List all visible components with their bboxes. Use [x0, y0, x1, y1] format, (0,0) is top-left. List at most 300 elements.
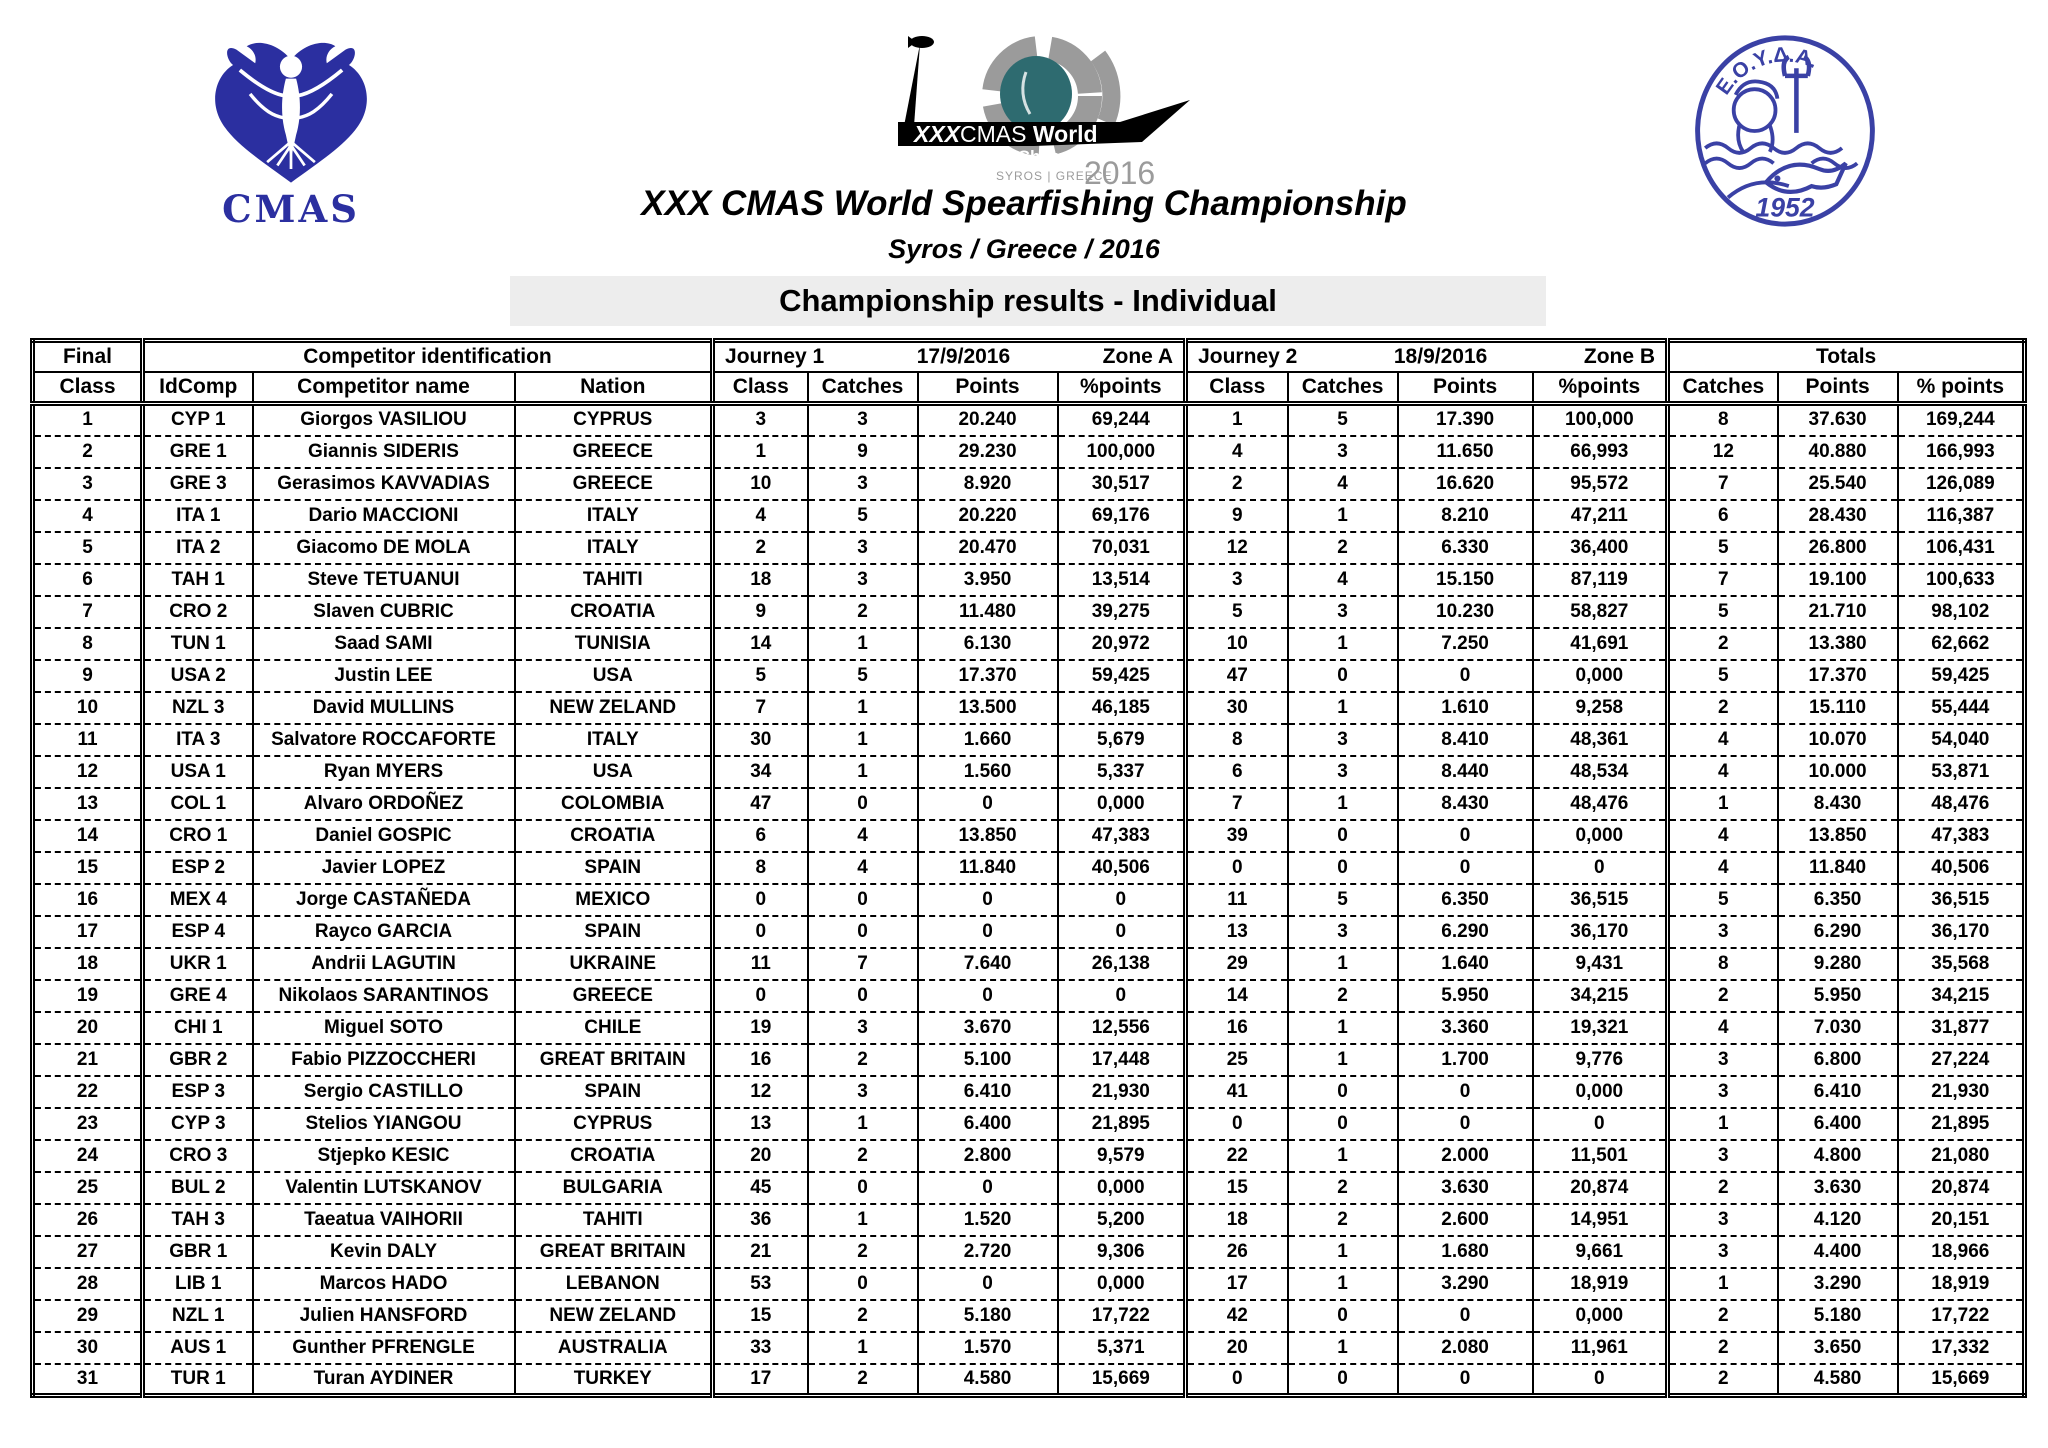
- cell-final_class: 1: [82, 409, 93, 431]
- cell-final_class: 21: [33, 1044, 143, 1076]
- cell-j1_points: 1.520: [918, 1204, 1058, 1236]
- cell-total_pct_points: 20,874: [1898, 1172, 2025, 1204]
- cell-total_pct_points: 18,966: [1898, 1236, 2025, 1268]
- cell-j2_pct_points: 0: [1533, 1364, 1668, 1396]
- cell-total_pct_points: 35,568: [1898, 948, 2025, 980]
- cell-j2_class: 6: [1186, 756, 1288, 788]
- cell-j1_pct_points: 70,031: [1058, 532, 1186, 564]
- cell-total_catches: 3: [1668, 916, 1778, 948]
- cell-total_points: 7.030: [1778, 1012, 1898, 1044]
- cell-total_catches: 7: [1668, 468, 1778, 500]
- col-j1-class: Class: [713, 372, 808, 404]
- cell-j1_points: 5.180: [918, 1300, 1058, 1332]
- cell-j2_class: 30: [1186, 692, 1288, 724]
- cell-nation: GREAT BRITAIN: [515, 1236, 713, 1268]
- cell-j2_pct_points: 19,321: [1533, 1012, 1668, 1044]
- cell-j1_pct_points: 0: [1058, 980, 1186, 1012]
- cell-idcomp: CRO 1: [143, 820, 253, 852]
- cell-j1_points: 13.850: [918, 820, 1058, 852]
- cell-nation: SPAIN: [515, 916, 713, 948]
- cell-total_points: 4.580: [1778, 1364, 1898, 1396]
- cell-total_catches: 2: [1668, 1300, 1778, 1332]
- journey1-zone: Zone A: [1102, 344, 1174, 368]
- cell-final_class: 5: [33, 532, 143, 564]
- cell-j2_class: 9: [1186, 500, 1288, 532]
- cell-j1_points: 6.400: [918, 1108, 1058, 1140]
- journey2-date: 18/9/2016: [1393, 344, 1488, 368]
- cell-j1_points: 1.560: [918, 756, 1058, 788]
- cell-j2_points: 16.620: [1398, 468, 1533, 500]
- group-totals: Totals: [1668, 341, 2025, 372]
- group-final: Final: [33, 341, 143, 372]
- table-row: [33, 1012, 2025, 1044]
- cell-j1_class: 5: [713, 660, 808, 692]
- cell-total_points: 3.650: [1778, 1332, 1898, 1364]
- cell-j1_catches: 4: [808, 852, 918, 884]
- cell-j2_points: 17.390: [1398, 404, 1533, 436]
- logo-cmas-text: CMAS: [960, 121, 1033, 147]
- cell-total_points: 13.380: [1778, 628, 1898, 660]
- cell-total_catches: 2: [1668, 692, 1778, 724]
- cell-j2_points: 1.700: [1398, 1044, 1533, 1076]
- cell-total_pct_points: 21,080: [1898, 1140, 2025, 1172]
- cell-idcomp: MEX 4: [143, 884, 253, 916]
- cell-j2_class: 25: [1186, 1044, 1288, 1076]
- cell-j2_catches: 0: [1288, 1076, 1398, 1108]
- cell-total_points: 9.280: [1778, 948, 1898, 980]
- cell-j1_pct_points: 46,185: [1058, 692, 1186, 724]
- cell-j1_pct_points: 40,506: [1058, 852, 1186, 884]
- cell-competitor_name: Daniel GOSPIC: [253, 820, 515, 852]
- col-j1-catches: Catches: [808, 372, 918, 404]
- cell-idcomp: TUN 1: [143, 628, 253, 660]
- cell-j1_class: 14: [713, 628, 808, 660]
- cell-total_points: 4.120: [1778, 1204, 1898, 1236]
- cell-j1_class: 30: [713, 724, 808, 756]
- cell-total_pct_points: 169,244: [1898, 404, 2025, 436]
- cell-j1_pct_points: 5,337: [1058, 756, 1186, 788]
- cell-total_pct_points: 116,387: [1898, 500, 2025, 532]
- cell-final_class: 20: [33, 1012, 143, 1044]
- cell-total_points: 8.430: [1778, 788, 1898, 820]
- cell-j2_pct_points: 0,000: [1533, 1076, 1668, 1108]
- cell-j1_points: 11.480: [918, 596, 1058, 628]
- table-row: [33, 1076, 2025, 1108]
- cell-total_catches: 4: [1668, 852, 1778, 884]
- cell-j1_catches: 5: [808, 500, 918, 532]
- table-row: [33, 980, 2025, 1012]
- cell-nation: GREECE: [515, 980, 713, 1012]
- cell-j1_pct_points: 17,448: [1058, 1044, 1186, 1076]
- cell-competitor_name: Saad SAMI: [253, 628, 515, 660]
- cell-nation: TAHITI: [515, 1204, 713, 1236]
- cell-total_points: 40.880: [1778, 436, 1898, 468]
- journey1-date: 17/9/2016: [916, 344, 1011, 368]
- table-row: [33, 1332, 2025, 1364]
- cell-j1_class: 2: [713, 532, 808, 564]
- cell-total_catches: 4: [1668, 756, 1778, 788]
- cell-total_catches: 7: [1668, 564, 1778, 596]
- cell-competitor_name: Miguel SOTO: [253, 1012, 515, 1044]
- cell-j1_class: 16: [713, 1044, 808, 1076]
- cell-competitor_name: Stelios YIANGOU: [253, 1108, 515, 1140]
- cell-j2_pct_points: 48,361: [1533, 724, 1668, 756]
- cell-j2_pct_points: 9,258: [1533, 692, 1668, 724]
- cell-j1_catches: 2: [808, 1300, 918, 1332]
- cell-final_class: 23: [33, 1108, 143, 1140]
- col-j2-catches: Catches: [1288, 372, 1398, 404]
- cell-j1_pct_points: 21,930: [1058, 1076, 1186, 1108]
- cell-j2_pct_points: 58,827: [1533, 596, 1668, 628]
- cell-j1_catches: 1: [808, 1332, 918, 1364]
- cell-j2_class: 15: [1186, 1172, 1288, 1204]
- cell-competitor_name: Steve TETUANUI: [253, 564, 515, 596]
- cell-j2_catches: 5: [1288, 884, 1398, 916]
- cell-j1_points: 0: [918, 788, 1058, 820]
- cell-j2_catches: 2: [1288, 980, 1398, 1012]
- cell-competitor_name: Alvaro ORDOÑEZ: [253, 788, 515, 820]
- cell-j2_pct_points: 18,919: [1533, 1268, 1668, 1300]
- cell-j2_points: 2.600: [1398, 1204, 1533, 1236]
- cell-total_catches: 2: [1668, 980, 1778, 1012]
- cell-total_pct_points: 106,431: [1898, 532, 2025, 564]
- cell-final_class: 28: [33, 1268, 143, 1300]
- cell-competitor_name: Marcos HADO: [253, 1268, 515, 1300]
- cell-j1_points: 1.570: [918, 1332, 1058, 1364]
- cell-j1_pct_points: 0: [1058, 884, 1186, 916]
- cell-idcomp: COL 1: [143, 788, 253, 820]
- cell-j1_class: 11: [713, 948, 808, 980]
- cell-j2_class: 5: [1186, 596, 1288, 628]
- cell-j2_class: 4: [1186, 436, 1288, 468]
- cell-nation: UKRAINE: [515, 948, 713, 980]
- cell-j2_points: 1.680: [1398, 1236, 1533, 1268]
- cell-j1_pct_points: 100,000: [1058, 436, 1186, 468]
- cell-j1_pct_points: 20,972: [1058, 628, 1186, 660]
- cell-competitor_name: Salvatore ROCCAFORTE: [253, 724, 515, 756]
- cell-j1_class: 18: [713, 564, 808, 596]
- cell-nation: ITALY: [515, 724, 713, 756]
- cell-total_points: 4.400: [1778, 1236, 1898, 1268]
- cell-idcomp: GRE 4: [143, 980, 253, 1012]
- cell-total_points: 3.290: [1778, 1268, 1898, 1300]
- cell-total_pct_points: 36,170: [1898, 916, 2025, 948]
- cell-j1_catches: 2: [808, 1140, 918, 1172]
- table-row: [33, 788, 2025, 820]
- cell-j2_catches: 1: [1288, 628, 1398, 660]
- cell-idcomp: CRO 2: [143, 596, 253, 628]
- cell-total_catches: 4: [1668, 820, 1778, 852]
- championship-logo-icon: [884, 30, 1198, 186]
- cell-j2_class: 14: [1186, 980, 1288, 1012]
- cell-j2_catches: 4: [1288, 468, 1398, 500]
- cell-total_points: 19.100: [1778, 564, 1898, 596]
- table-row: [33, 948, 2025, 980]
- cell-total_pct_points: 48,476: [1898, 788, 2025, 820]
- table-row: [33, 500, 2025, 532]
- cell-nation: AUSTRALIA: [515, 1332, 713, 1364]
- logo-line2-text: Spearfishing Championship: [910, 147, 1136, 166]
- cell-j2_class: 12: [1186, 532, 1288, 564]
- cell-j2_pct_points: 0,000: [1533, 1300, 1668, 1332]
- cell-j2_class: 42: [1186, 1300, 1288, 1332]
- cell-j2_catches: 3: [1288, 916, 1398, 948]
- cell-j2_pct_points: 14,951: [1533, 1204, 1668, 1236]
- cell-total_pct_points: 18,919: [1898, 1268, 2025, 1300]
- cell-j2_class: 17: [1186, 1268, 1288, 1300]
- cell-idcomp: TAH 3: [143, 1204, 253, 1236]
- cell-total_points: 17.370: [1778, 660, 1898, 692]
- cell-final_class: 31: [33, 1364, 143, 1396]
- cell-j2_class: 20: [1186, 1332, 1288, 1364]
- cell-j2_class: 0: [1186, 1364, 1288, 1396]
- cell-competitor_name: Taeatua VAIHORII: [253, 1204, 515, 1236]
- table-row: [33, 756, 2025, 788]
- cell-final_class: 12: [33, 756, 143, 788]
- cell-j2_catches: 1: [1288, 948, 1398, 980]
- cell-j2_class: 39: [1186, 820, 1288, 852]
- cell-total_catches: 5: [1668, 596, 1778, 628]
- cell-total_catches: 1: [1668, 1268, 1778, 1300]
- cell-final_class: 22: [33, 1076, 143, 1108]
- cell-total_points: 10.070: [1778, 724, 1898, 756]
- cell-j1_pct_points: 69,176: [1058, 500, 1186, 532]
- cell-j1_class: 6: [713, 820, 808, 852]
- cell-total_pct_points: 34,215: [1898, 980, 2025, 1012]
- cell-j1_catches: 7: [808, 948, 918, 980]
- cell-idcomp: BUL 2: [143, 1172, 253, 1204]
- cell-j2_pct_points: 36,170: [1533, 916, 1668, 948]
- results-title: Championship results - Individual: [510, 276, 1546, 326]
- cell-j1_class: 21: [713, 1236, 808, 1268]
- cell-final_class: 11: [33, 724, 143, 756]
- cell-j2_catches: 0: [1288, 1300, 1398, 1332]
- cell-total_catches: 8: [1668, 404, 1778, 436]
- col-competitor-name: Competitor name: [253, 372, 515, 404]
- cell-j1_pct_points: 39,275: [1058, 596, 1186, 628]
- cell-j1_pct_points: 59,425: [1058, 660, 1186, 692]
- cell-j2_points: 6.330: [1398, 532, 1533, 564]
- cell-j1_points: 0: [918, 1172, 1058, 1204]
- cell-idcomp: LIB 1: [143, 1268, 253, 1300]
- cell-j2_catches: 3: [1288, 596, 1398, 628]
- cell-j2_catches: 3: [1288, 724, 1398, 756]
- cell-j1_points: 1.660: [918, 724, 1058, 756]
- cell-j1_points: 20.220: [918, 500, 1058, 532]
- cell-j2_pct_points: 95,572: [1533, 468, 1668, 500]
- cell-total_catches: 4: [1668, 724, 1778, 756]
- cell-j2_points: 15.150: [1398, 564, 1533, 596]
- cell-j2_catches: 1: [1288, 500, 1398, 532]
- cell-final_class: 9: [33, 660, 143, 692]
- cell-j1_class: 0: [713, 884, 808, 916]
- cell-idcomp: CYP 1: [143, 404, 253, 436]
- cell-total_catches: 5: [1668, 884, 1778, 916]
- col-j2-pct-points: %points: [1533, 372, 1668, 404]
- cell-j1_class: 0: [713, 916, 808, 948]
- logo-world-text: World: [1032, 121, 1098, 147]
- cell-j1_catches: 3: [808, 1076, 918, 1108]
- table-row: [33, 1300, 2025, 1332]
- cell-nation: LEBANON: [515, 1268, 713, 1300]
- cell-total_points: 15.110: [1778, 692, 1898, 724]
- cell-j1_pct_points: 5,679: [1058, 724, 1186, 756]
- cell-j2_class: 8: [1186, 724, 1288, 756]
- cell-j2_catches: 0: [1288, 660, 1398, 692]
- cell-total_catches: 8: [1668, 948, 1778, 980]
- cell-total_catches: 1: [1668, 788, 1778, 820]
- cell-j1_pct_points: 47,383: [1058, 820, 1186, 852]
- cell-total_points: 6.290: [1778, 916, 1898, 948]
- cell-j2_points: 6.290: [1398, 916, 1533, 948]
- col-total-pct-points: % points: [1898, 372, 2025, 404]
- cell-competitor_name: Giacomo DE MOLA: [253, 532, 515, 564]
- cell-competitor_name: Stjepko KESIC: [253, 1140, 515, 1172]
- cell-idcomp: ESP 2: [143, 852, 253, 884]
- logo-year-text: 2016: [1084, 155, 1156, 186]
- cell-idcomp: TAH 1: [143, 564, 253, 596]
- cell-j1_catches: 1: [808, 692, 918, 724]
- cell-j1_points: 3.950: [918, 564, 1058, 596]
- cell-j2_points: 5.950: [1398, 980, 1533, 1012]
- cell-idcomp: ITA 3: [143, 724, 253, 756]
- group-competitor-identification: Competitor identification: [143, 341, 713, 372]
- cell-j1_pct_points: 12,556: [1058, 1012, 1186, 1044]
- col-j2-class: Class: [1186, 372, 1288, 404]
- table-row: [33, 820, 2025, 852]
- cell-j2_pct_points: 20,874: [1533, 1172, 1668, 1204]
- cell-final_class: 15: [33, 852, 143, 884]
- cell-final_class: 7: [33, 596, 143, 628]
- cell-j1_points: 20.470: [918, 532, 1058, 564]
- cell-j2_class: 7: [1186, 788, 1288, 820]
- cell-final_class: 6: [33, 564, 143, 596]
- cell-j1_class: 47: [713, 788, 808, 820]
- cell-j1_points: 8.920: [918, 468, 1058, 500]
- cell-final_class: 18: [33, 948, 143, 980]
- table-row: [33, 1236, 2025, 1268]
- cell-final_class: 17: [33, 916, 143, 948]
- cell-j2_catches: 0: [1288, 852, 1398, 884]
- cell-j2_pct_points: 11,501: [1533, 1140, 1668, 1172]
- cell-j2_class: 2: [1186, 468, 1288, 500]
- cell-j1_points: 0: [918, 916, 1058, 948]
- cmas-logo-label: CMAS: [222, 187, 360, 231]
- col-total-points: Points: [1778, 372, 1898, 404]
- cell-j2_class: 18: [1186, 1204, 1288, 1236]
- cell-j1_pct_points: 9,306: [1058, 1236, 1186, 1268]
- cell-j1_points: 17.370: [918, 660, 1058, 692]
- cell-total_pct_points: 17,332: [1898, 1332, 2025, 1364]
- cell-j2_class: 11: [1186, 884, 1288, 916]
- table-row: [33, 724, 2025, 756]
- cell-competitor_name: Javier LOPEZ: [253, 852, 515, 884]
- cell-competitor_name: Fabio PIZZOCCHERI: [253, 1044, 515, 1076]
- journey1-label: Journey 1: [725, 344, 825, 368]
- cell-j1_points: 6.130: [918, 628, 1058, 660]
- cell-total_points: 11.840: [1778, 852, 1898, 884]
- cell-j1_catches: 1: [808, 1204, 918, 1236]
- table-row: [33, 628, 2025, 660]
- cell-idcomp: UKR 1: [143, 948, 253, 980]
- cell-j1_class: 36: [713, 1204, 808, 1236]
- logo-xxx-text: XXX: [914, 121, 961, 147]
- cell-j2_pct_points: 48,476: [1533, 788, 1668, 820]
- cell-total_points: 10.000: [1778, 756, 1898, 788]
- cell-j1_pct_points: 30,517: [1058, 468, 1186, 500]
- table-row: [33, 596, 2025, 628]
- cell-j2_class: 16: [1186, 1012, 1288, 1044]
- cell-j1_pct_points: 0: [1058, 916, 1186, 948]
- cell-competitor_name: Gunther PFRENGLE: [253, 1332, 515, 1364]
- cell-j1_pct_points: 0,000: [1058, 788, 1186, 820]
- cell-j1_class: 10: [713, 468, 808, 500]
- cell-competitor_name: Giorgos VASILIOU: [253, 404, 515, 436]
- cell-competitor_name: David MULLINS: [253, 692, 515, 724]
- cell-total_pct_points: 62,662: [1898, 628, 2025, 660]
- cell-j1_class: 4: [713, 500, 808, 532]
- cell-total_pct_points: 53,871: [1898, 756, 2025, 788]
- cell-total_points: 6.410: [1778, 1076, 1898, 1108]
- cell-total_catches: 5: [1668, 660, 1778, 692]
- cell-final_class: 3: [33, 468, 143, 500]
- cell-j1_catches: 0: [808, 788, 918, 820]
- cell-j1_pct_points: 0,000: [1058, 1172, 1186, 1204]
- cell-j1_catches: 3: [808, 532, 918, 564]
- cell-final_class: 25: [33, 1172, 143, 1204]
- cell-j2_class: 29: [1186, 948, 1288, 980]
- cell-total_pct_points: 166,993: [1898, 436, 2025, 468]
- table-row: [33, 884, 2025, 916]
- seal-top-text: Ε.Ο.Υ.Δ.Α.: [1711, 43, 1822, 99]
- cell-competitor_name: Andrii LAGUTIN: [253, 948, 515, 980]
- cell-j1_points: 29.230: [918, 436, 1058, 468]
- cell-nation: GREAT BRITAIN: [515, 1044, 713, 1076]
- cell-competitor_name: Kevin DALY: [253, 1236, 515, 1268]
- cell-total_catches: 12: [1668, 436, 1778, 468]
- cell-nation: CROATIA: [515, 596, 713, 628]
- cell-final_class: 27: [33, 1236, 143, 1268]
- cell-total_catches: 3: [1668, 1044, 1778, 1076]
- cell-j2_class: 10: [1186, 628, 1288, 660]
- cell-j1_class: 53: [713, 1268, 808, 1300]
- cell-nation: GREECE: [515, 436, 713, 468]
- cell-idcomp: TUR 1: [143, 1364, 253, 1396]
- cell-j2_catches: 5: [1288, 404, 1398, 436]
- cell-j2_class: 3: [1186, 564, 1288, 596]
- cell-j1_catches: 3: [808, 564, 918, 596]
- cell-idcomp: ESP 3: [143, 1076, 253, 1108]
- cell-j1_class: 0: [713, 980, 808, 1012]
- logo-location-text: SYROS | GREECE: [996, 169, 1113, 183]
- cell-j1_class: 13: [713, 1108, 808, 1140]
- cell-j2_points: 0: [1398, 660, 1533, 692]
- cell-j1_class: 33: [713, 1332, 808, 1364]
- cell-total_pct_points: 36,515: [1898, 884, 2025, 916]
- cell-nation: SPAIN: [515, 852, 713, 884]
- cell-nation: TURKEY: [515, 1364, 713, 1396]
- cell-j1_catches: 3: [808, 468, 918, 500]
- cell-j2_catches: 4: [1288, 564, 1398, 596]
- cell-j2_pct_points: 9,776: [1533, 1044, 1668, 1076]
- cell-j2_class: 0: [1186, 1108, 1288, 1140]
- cell-j2_catches: 0: [1288, 1108, 1398, 1140]
- col-nation: Nation: [515, 372, 713, 404]
- cell-j1_catches: 2: [808, 1364, 918, 1396]
- table-row: [33, 468, 2025, 500]
- table-row: [33, 660, 2025, 692]
- cell-final_class: 16: [33, 884, 143, 916]
